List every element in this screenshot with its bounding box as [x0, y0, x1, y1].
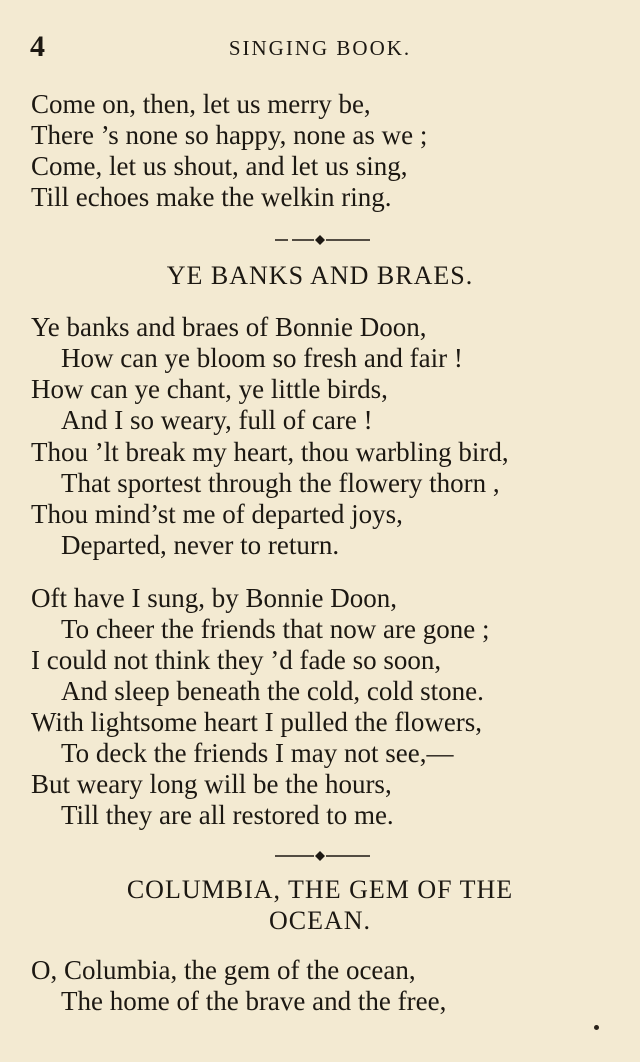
verse-line: There ’s none so happy, none as we ; — [31, 120, 428, 150]
verse-line: Oft have I sung, by Bonnie Doon, — [31, 583, 397, 613]
verse-line: But weary long will be the hours, — [31, 769, 392, 799]
section-divider-ornament — [270, 234, 370, 246]
verse-line: With lightsome heart I pulled the flowers, — [31, 707, 483, 737]
verse-line: Come, let us shout, and let us sing, — [31, 151, 408, 181]
verse-line: And sleep beneath the cold, cold stone. — [61, 676, 484, 706]
running-head: SINGING BOOK. — [228, 36, 412, 60]
verse-line: O, Columbia, the gem of the ocean, — [31, 955, 416, 985]
verse-line: Thou mind’st me of departed joys, — [31, 499, 403, 529]
verse-line: How can ye bloom so fresh and fair ! — [61, 343, 463, 373]
verse-line: Thou ’lt break my heart, thou warbling bird, — [31, 437, 509, 467]
song-title-line-1: COLUMBIA, THE GEM OF THE — [126, 875, 514, 904]
verse-line: The home of the brave and the free, — [61, 986, 447, 1016]
section-divider-ornament — [270, 850, 370, 862]
verse-line: And I so weary, full of care ! — [61, 405, 373, 435]
verse-line: That sportest through the flowery thorn , — [61, 468, 500, 498]
verse-line: Till they are all restored to me. — [61, 800, 394, 830]
verse-line: Till echoes make the welkin ring. — [31, 182, 392, 212]
verse-line: Departed, never to return. — [61, 530, 340, 560]
verse-line: How can ye chant, ye little birds, — [31, 374, 388, 404]
verse-line: To deck the friends I may not see,— — [61, 738, 454, 768]
page-header — [30, 30, 610, 64]
verse-line: Come on, then, let us merry be, — [31, 89, 371, 119]
song-title: YE BANKS AND BRAES. — [166, 261, 474, 290]
verse-line: Ye banks and braes of Bonnie Doon, — [31, 312, 427, 342]
ink-speck — [594, 1025, 599, 1030]
page-number: 4 — [30, 30, 45, 63]
song-title-line-2: OCEAN. — [268, 906, 372, 935]
verse-line: I could not think they ’d fade so soon, — [31, 645, 442, 675]
verse-line: To cheer the friends that now are gone ; — [61, 614, 490, 644]
